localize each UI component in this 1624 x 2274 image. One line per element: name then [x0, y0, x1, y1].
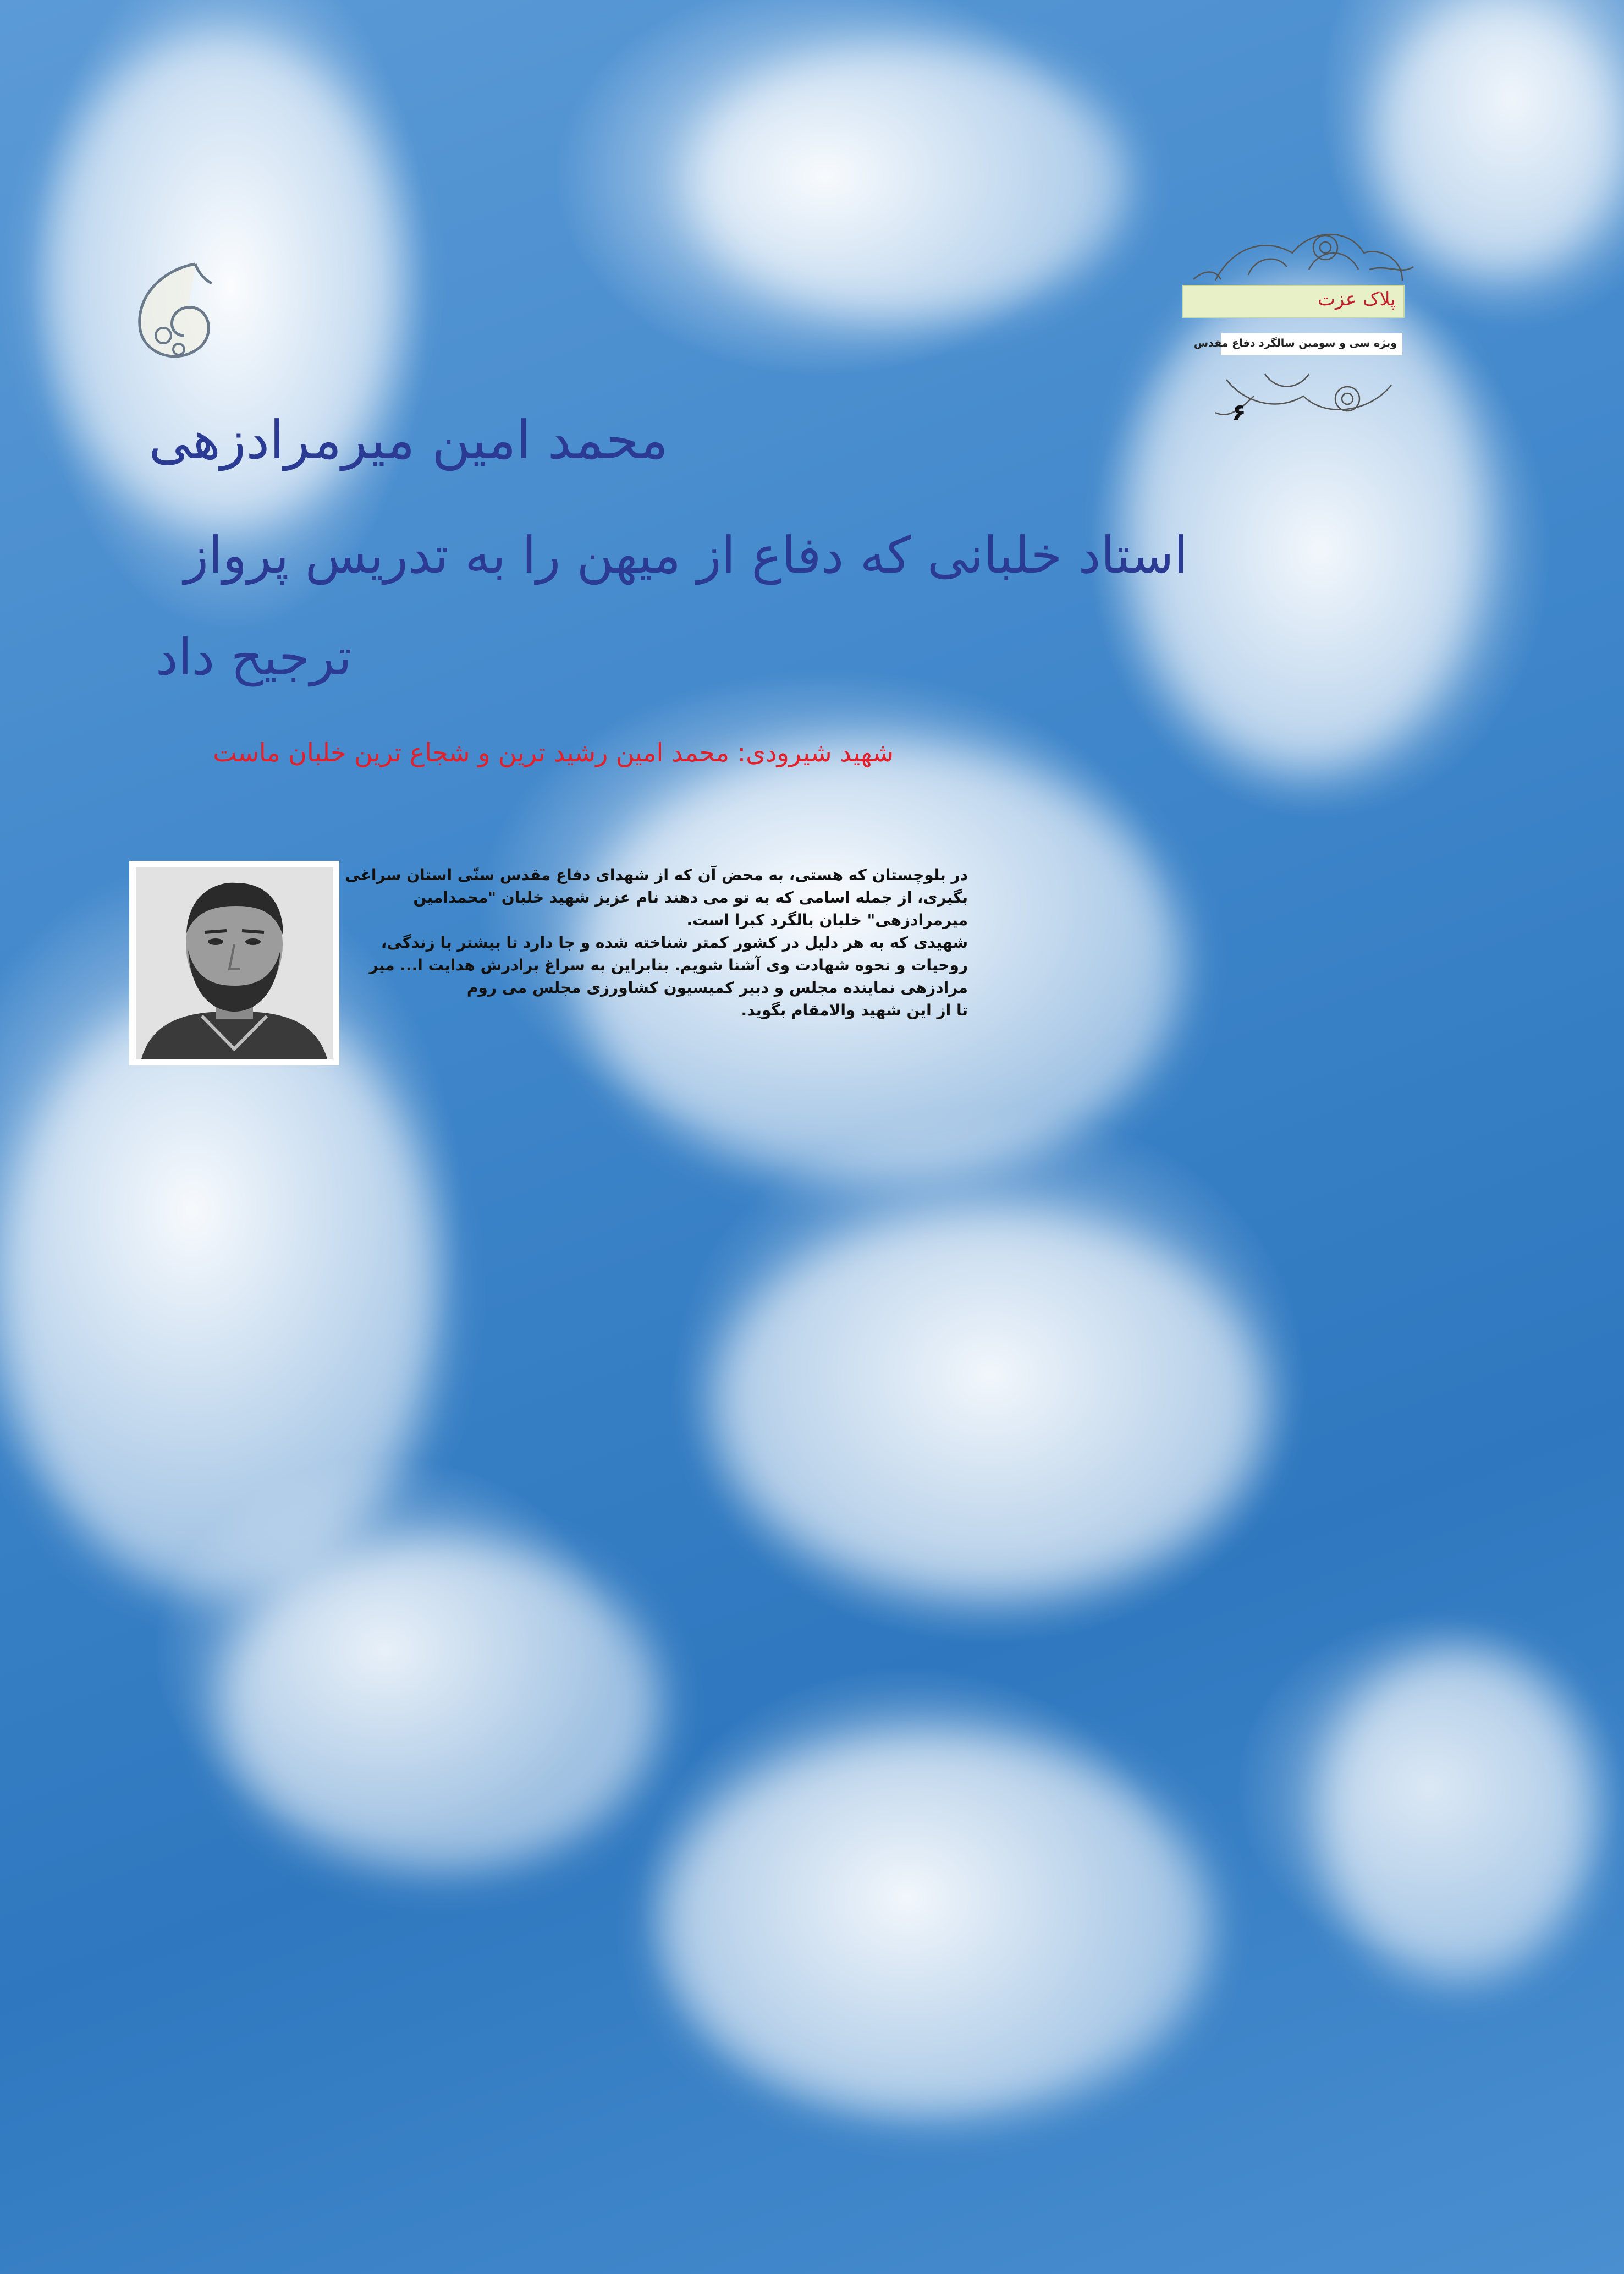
body-line: مرادزهی نماینده مجلس و دبیر کمیسیون کشاورزی مجلس می روم: [466, 979, 968, 997]
portrait-image: [136, 867, 333, 1059]
magazine-subtitle: ویژه سی و سومین سالگرد دفاع مقدس: [1193, 337, 1397, 349]
cloud-decoration: [0, 990, 440, 1595]
body-line: شهیدی که به هر دلیل در کشور کمتر شناخته شده و جا دارد تا بیشتر با زندگی،: [381, 933, 968, 952]
body-line: بگیری، از جمله اسامی که به تو می دهند نام عزیز شهید خلبان "محمدامین: [413, 888, 968, 907]
magazine-badge: [1182, 215, 1424, 440]
article-body: [345, 864, 968, 1021]
body-line: روحیات و نحوه شهادت وی آشنا شویم. بنابراین به سراغ برادرش هدایت ا... میر: [369, 956, 968, 974]
article-title-line-3: ترجیح داد: [155, 628, 352, 686]
article-title-line-2: استاد خلبانی که دفاع از میهن را به تدریس پرواز: [184, 526, 1188, 585]
cloud-decoration: [687, 44, 1127, 319]
body-line: میرمرادزهی" خلبان بالگرد کبرا است.: [686, 911, 968, 929]
magazine-title: پلاک عزت: [1317, 288, 1396, 310]
badge-title-box: [1182, 285, 1405, 318]
badge-subtitle-box: [1193, 333, 1402, 355]
body-line: تا از این شهید والامقام بگوید.: [741, 1001, 968, 1019]
body-line: در بلوچستان که هستی، به محض آن که از شهدای دفاع مقدس سنّی استان سراغی: [345, 866, 968, 884]
cloud-decoration: [660, 1733, 1210, 2118]
cloud-decoration: [715, 1210, 1265, 1595]
article-subtitle: شهید شیرودی: محمد امین رشید ترین و شجاع ترین خلبان ماست: [213, 738, 894, 767]
portrait-photo: [129, 861, 339, 1065]
article-title-line-1: محمد امین میرمرادزهی: [148, 409, 668, 471]
floral-ornament-icon: [1182, 215, 1424, 440]
paisley-emblem-icon: [129, 259, 217, 369]
cloud-decoration: [1320, 1650, 1595, 1980]
cloud-decoration: [220, 1540, 660, 1870]
portrait-illustration: [136, 867, 333, 1059]
page-number: ۶: [1232, 399, 1246, 426]
